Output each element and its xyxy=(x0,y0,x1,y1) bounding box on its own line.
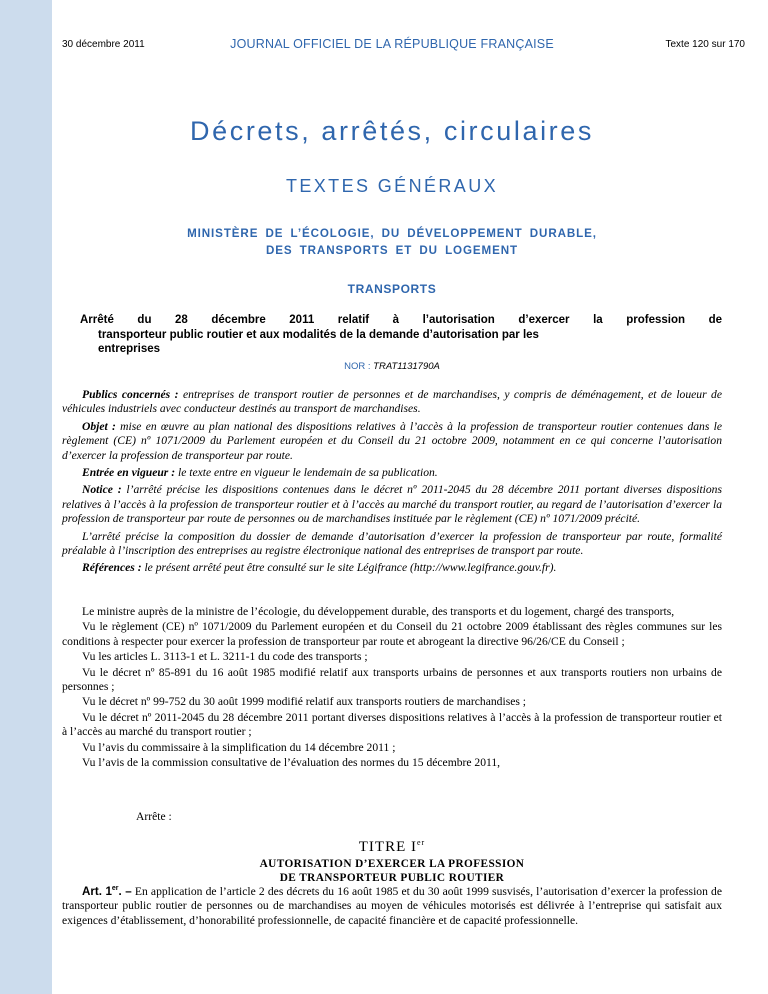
references-label: Références : xyxy=(82,561,142,575)
article-1-label-sup: er xyxy=(111,885,119,893)
titre-text: TITRE I xyxy=(358,839,417,855)
titre-heading xyxy=(52,838,732,856)
ministry-line-2: DES TRANSPORTS ET DU LOGEMENT xyxy=(266,244,518,257)
summary-references xyxy=(62,561,722,575)
titre-subheading xyxy=(52,857,732,885)
summary-notice-2: L’arrêté précise la composition du dossier de demande d’autorisation d’exercer la profession de transporteur par route, formalité préalable à l’inscription des entreprises au registre électronique national des entreprises de transport par route. xyxy=(62,529,722,558)
body-paragraph: Vu les articles L. 3113-1 et L. 3211-1 du code des transports ; xyxy=(82,650,368,664)
titre-sup: er xyxy=(417,838,426,847)
ministry-heading xyxy=(52,225,732,259)
nor-label: NOR : xyxy=(344,361,371,372)
summary-notice xyxy=(62,483,722,526)
summary-publics xyxy=(62,388,722,417)
publics-text: entreprises de transport routier de personnes et de marchandises, y compris de déménagement, et de loueur de véhicules industriels avec conducteur destinés au transport de marchandises. xyxy=(62,388,722,416)
body-paragraph: Vu l’avis du commissaire à la simplification du 14 décembre 2011 ; xyxy=(82,740,396,754)
objet-label: Objet : xyxy=(82,419,116,433)
titre-sub-line-2: DE TRANSPORTEUR PUBLIC ROUTIER xyxy=(279,872,505,884)
notice-text: l’arrêté précise les dispositions contenues dans le décret nº 2011-2045 du 28 décembre 2011 portant diverses dispositions relatives à l’accès à la profession de transporteur routier et à l’accès au marché du transport routier, au regard de l’autorisation d’exercer la profession de transporteur par route de personnes ou de marchandises instituée par le règlement (CE) nº 1071/2009 précité. xyxy=(62,483,722,526)
arrete-title xyxy=(62,313,722,357)
notice-label: Notice : xyxy=(82,483,122,497)
header-text-number: Texte 120 sur 170 xyxy=(665,39,745,50)
summary-block xyxy=(62,388,722,579)
article-1-text: En application de l’article 2 des décrets du 16 août 1985 et du 30 août 1999 susvisés, l’autorisation d’exercer la profession de transporteur public routier de personnes ou de marchandises au moyen de véhicules motorisés est délivrée à l’entreprise qui satisfait aux exigences d’établissement, d’honorabilité professionnelle, de capacité financière et de capacité professionnelle. xyxy=(62,885,722,927)
document-page xyxy=(52,0,745,994)
article-1-paragraph xyxy=(62,885,722,928)
entree-text: le texte entre en vigueur le lendemain de sa publication. xyxy=(175,466,438,480)
arrete-title-line-1: Arrêté du 28 décembre 2011 relatif à l’autorisation d’exercer la profession de xyxy=(80,314,722,326)
page-subtitle: TEXTES GÉNÉRAUX xyxy=(285,176,499,196)
body-paragraph: Vu le règlement (CE) nº 1071/2009 du Parlement européen et du Conseil du 21 octobre 2009 établissant des règles communes sur les conditions à respecter pour exercer la profession de transporteur par route et abrogeant la directive 96/26/CE du Conseil ; xyxy=(62,620,722,648)
arrete-word: Arrête : xyxy=(136,810,172,823)
nor-reference xyxy=(52,361,732,372)
ministry-line-1: MINISTÈRE DE L’ÉCOLOGIE, DU DÉVELOPPEMENT DURABLE, xyxy=(187,227,597,240)
section-heading: TRANSPORTS xyxy=(347,282,437,296)
body-paragraph: Le ministre auprès de la ministre de l’écologie, du développement durable, des transports et du logement, chargé des transports, xyxy=(82,605,675,618)
left-margin-band xyxy=(0,0,52,994)
arrete-title-line-2: transporteur public routier et aux modalités de la demande d’autorisation par les xyxy=(98,328,539,341)
body-paragraph: Vu le décret nº 85-891 du 16 août 1985 modifié relatif aux transports urbains de personnes et aux transports routiers non urbains de personnes ; xyxy=(62,665,722,694)
visas-block xyxy=(62,605,722,771)
arrete-title-line-3: entreprises xyxy=(98,343,161,355)
body-paragraph: Vu l’avis de la commission consultative de l’évaluation des normes du 15 décembre 2011, xyxy=(82,756,501,770)
entree-label: Entrée en vigueur : xyxy=(82,466,176,480)
article-1-label-text: Art. 1 xyxy=(82,885,112,898)
header-journal-name: JOURNAL OFFICIEL DE LA RÉPUBLIQUE FRANÇAISE xyxy=(230,37,554,51)
titre-sub-line-1: AUTORISATION D’EXERCER LA PROFESSION xyxy=(259,858,525,870)
body-paragraph: Vu le décret nº 99-752 du 30 août 1999 modifié relatif aux transports routiers de marchandises ; xyxy=(82,695,526,709)
objet-text: mise en œuvre au plan national des dispositions relatives à l’accès à la profession de transporteur routier contenues dans le règlement (CE) nº 1071/2009 du Parlement européen et du Conseil du 21 octobre 2009, notamment en ce qui concerne l’autorisation d’exercer la profession de transporteur par route. xyxy=(62,419,722,462)
publics-label: Publics concernés : xyxy=(82,388,179,401)
summary-objet xyxy=(62,420,722,463)
article-1-label-suffix: . – xyxy=(118,885,132,898)
summary-entree xyxy=(62,466,722,480)
nor-value: TRAT1131790A xyxy=(373,361,440,372)
article-1 xyxy=(62,885,722,928)
body-paragraph: Vu le décret nº 2011-2045 du 28 décembre 2011 portant diverses dispositions relatives à l’accès à la profession de transporteur routier et à l’accès au marché du transport routier ; xyxy=(62,710,722,739)
references-text: le présent arrêté peut être consulté sur le site Légifrance (http://www.legifrance.gouv.fr). xyxy=(141,561,557,575)
article-1-label xyxy=(82,885,132,898)
page-title: Décrets, arrêtés, circulaires xyxy=(190,116,594,146)
header-date: 30 décembre 2011 xyxy=(62,39,145,50)
